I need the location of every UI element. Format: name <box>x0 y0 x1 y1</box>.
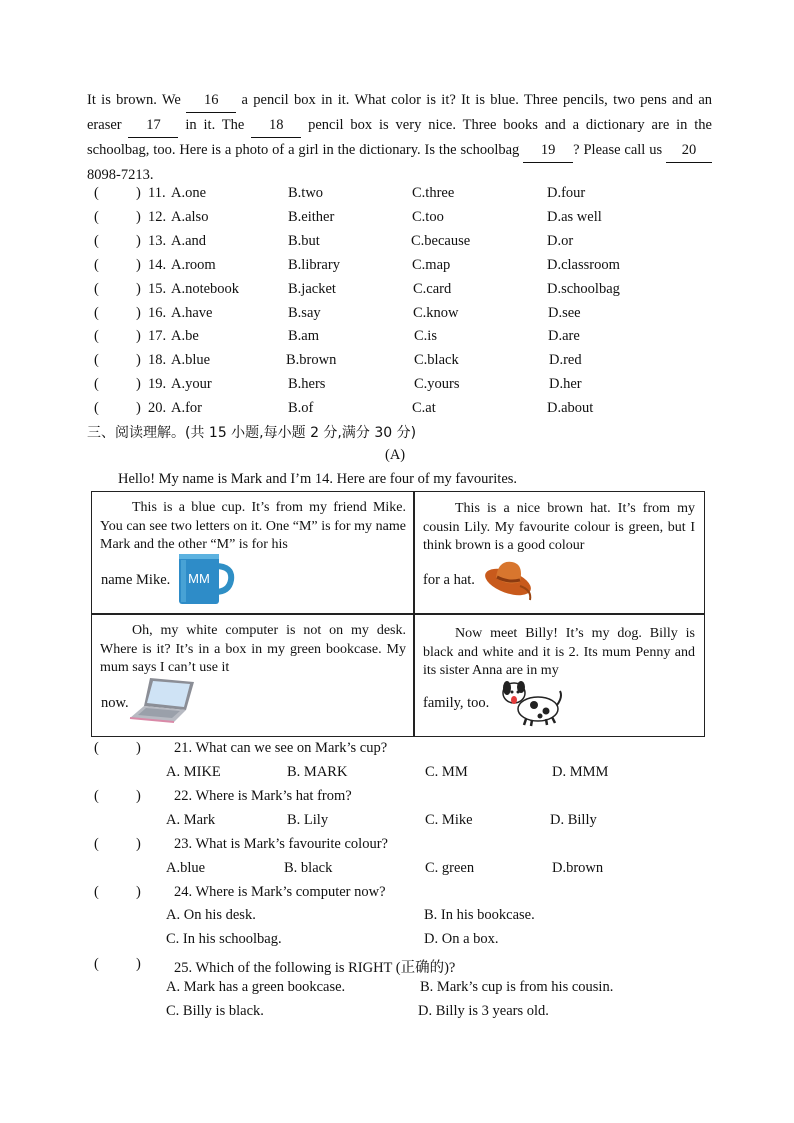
answer-paren-close: ) <box>136 836 141 852</box>
option-d[interactable]: D.schoolbag <box>547 281 620 297</box>
answer-paren-open: ( <box>94 328 99 344</box>
option-b[interactable]: B. MARK <box>287 764 348 780</box>
option-c[interactable]: C.too <box>412 209 444 225</box>
option-a[interactable]: A.blue <box>171 352 211 368</box>
answer-paren-close: ) <box>136 257 141 273</box>
option-a[interactable]: A.for <box>171 400 203 416</box>
answer-paren-open: ( <box>94 740 99 756</box>
option-c[interactable]: C. Mike <box>425 812 473 828</box>
cup-image <box>177 552 235 606</box>
option-a[interactable]: A.be <box>171 328 199 344</box>
cell-computer-end: now. <box>101 695 129 711</box>
dog-image <box>500 679 564 727</box>
option-d[interactable]: D. On a box. <box>424 931 499 947</box>
option-d[interactable]: D. Billy <box>550 812 597 828</box>
blank-20: 20 <box>666 138 712 163</box>
option-d[interactable]: D.see <box>548 305 581 321</box>
option-c[interactable]: C.yours <box>414 376 460 392</box>
cell-hat-text: This is a nice brown hat. It’s from my cousin Lily. My favourite colour is green, but I think brown is a good colour <box>423 501 695 553</box>
answer-paren-open: ( <box>94 788 99 804</box>
option-b[interactable]: B. Lily <box>287 812 329 828</box>
option-b[interactable]: B.but <box>288 233 320 249</box>
option-d[interactable]: D.classroom <box>547 257 620 273</box>
option-b[interactable]: B. Mark’s cup is from his cousin. <box>420 979 614 995</box>
question-number: 13. <box>148 233 167 249</box>
answer-paren-close: ) <box>136 884 141 900</box>
question-text: 24. Where is Mark’s computer now? <box>174 884 386 900</box>
option-c[interactable]: C.three <box>412 185 455 201</box>
answer-paren-close: ) <box>136 305 141 321</box>
cell-dog-text: Now meet Billy! It’s my dog. Billy is black and white and it is 2. Its mum Penny and its sister Anna are in my <box>423 626 695 678</box>
reading-intro: Hello! My name is Mark and I’m 14. Here are four of my favourites. <box>118 471 518 487</box>
answer-paren-close: ) <box>136 328 141 344</box>
option-c[interactable]: C.because <box>411 233 471 249</box>
question-number: 18. <box>148 352 167 368</box>
option-c[interactable]: C.is <box>414 328 437 344</box>
cell-cup-end: name Mike. <box>101 572 171 588</box>
section-title: 三、阅读理解。(共 15 小题,每小题 2 分,满分 30 分) <box>87 425 417 441</box>
option-a[interactable]: A. On his desk. <box>166 907 256 923</box>
question-number: 19. <box>148 376 167 392</box>
question-number: 15. <box>148 281 167 297</box>
answer-paren-open: ( <box>94 400 99 416</box>
answer-paren-open: ( <box>94 352 99 368</box>
answer-paren-close: ) <box>136 740 141 756</box>
option-b[interactable]: B. In his bookcase. <box>424 907 535 923</box>
option-b[interactable]: B.brown <box>286 352 337 368</box>
option-a[interactable]: A. Mark <box>166 812 216 828</box>
hat-image <box>482 556 538 602</box>
option-b[interactable]: B. black <box>284 860 333 876</box>
option-b[interactable]: B.hers <box>288 376 326 392</box>
cup-letters: MM <box>188 571 210 586</box>
option-a[interactable]: A.have <box>171 305 213 321</box>
answer-paren-open: ( <box>94 836 99 852</box>
question-text: 22. Where is Mark’s hat from? <box>174 788 352 804</box>
passage-text: a pencil box in it. What color is it? It is blue. Three pencils, two pens and an eraser <box>87 92 713 133</box>
question-text: 25. Which of the following is RIGHT (正确的)? <box>174 960 456 976</box>
option-a[interactable]: A. MIKE <box>166 764 221 780</box>
option-d[interactable]: D.about <box>547 400 594 416</box>
passage-text: It is brown. We <box>87 92 187 108</box>
answer-paren-close: ) <box>136 376 141 392</box>
option-c[interactable]: C.map <box>412 257 451 273</box>
answer-paren-open: ( <box>94 956 99 972</box>
option-b[interactable]: B.library <box>288 257 340 273</box>
cell-cup-text: This is a blue cup. It’s from my friend Mike. You can see two letters on it. One “M” is for my name Mark and the other “M” is for his <box>100 500 406 552</box>
cloze-passage <box>87 88 712 187</box>
cell-hat-end: for a hat. <box>423 572 475 588</box>
passage-text: 8098-7213. <box>87 167 154 183</box>
option-a[interactable]: A.blue <box>166 860 206 876</box>
option-d[interactable]: D. Billy is 3 years old. <box>418 1003 549 1019</box>
option-b[interactable]: B.am <box>288 328 320 344</box>
question-text: 23. What is Mark’s favourite colour? <box>174 836 388 852</box>
answer-paren-open: ( <box>94 884 99 900</box>
answer-paren-open: ( <box>94 376 99 392</box>
option-b[interactable]: B.either <box>288 209 335 225</box>
option-c[interactable]: C. Billy is black. <box>166 1003 264 1019</box>
blank-17: 17 <box>128 113 178 138</box>
cell-computer-text: Oh, my white computer is not on my desk. Where is it? It’s in a box in my green bookcase. My mum says I can’t use it <box>100 623 406 675</box>
option-a[interactable]: A.one <box>171 185 207 201</box>
option-a[interactable]: A.notebook <box>171 281 240 297</box>
option-d[interactable]: D.four <box>547 185 586 201</box>
passage-text: in it. The <box>178 117 252 133</box>
answer-paren-open: ( <box>94 257 99 273</box>
option-b[interactable]: B.of <box>288 400 314 416</box>
question-number: 14. <box>148 257 167 273</box>
option-d[interactable]: D.brown <box>552 860 604 876</box>
option-d[interactable]: D.as well <box>547 209 602 225</box>
laptop-image <box>128 676 196 724</box>
option-a[interactable]: A. Mark has a green bookcase. <box>166 979 346 995</box>
option-d[interactable]: D.or <box>547 233 574 249</box>
question-text: 21. What can we see on Mark’s cup? <box>174 740 388 756</box>
answer-paren-open: ( <box>94 209 99 225</box>
option-a[interactable]: A.your <box>171 376 212 392</box>
option-c[interactable]: C. In his schoolbag. <box>166 931 282 947</box>
passage-text: pencil box is very nice. Three books and a dictionary are in the schoolbag, too. Here is a photo of a girl in the dictionary. Is the schoolbag <box>87 117 712 158</box>
option-b[interactable]: B.jacket <box>288 281 336 297</box>
option-a[interactable]: A.and <box>171 233 207 249</box>
option-a[interactable]: A.room <box>171 257 216 273</box>
passage-text: ? Please call us <box>573 142 666 158</box>
question-number: 11. <box>148 185 166 201</box>
passage-label: (A) <box>385 447 406 463</box>
option-d[interactable]: D.her <box>549 376 582 392</box>
option-c[interactable]: C.card <box>413 281 452 297</box>
question-number: 17. <box>148 328 167 344</box>
option-d[interactable]: D.red <box>549 352 582 368</box>
option-d[interactable]: D.are <box>548 328 580 344</box>
answer-paren-open: ( <box>94 233 99 249</box>
option-c[interactable]: C. green <box>425 860 475 876</box>
question-number: 16. <box>148 305 167 321</box>
answer-paren-open: ( <box>94 185 99 201</box>
option-c[interactable]: C.at <box>412 400 436 416</box>
answer-paren-close: ) <box>136 400 141 416</box>
option-a[interactable]: A.also <box>171 209 209 225</box>
option-c[interactable]: C.black <box>414 352 459 368</box>
answer-paren-close: ) <box>136 956 141 972</box>
answer-paren-close: ) <box>136 352 141 368</box>
answer-paren-close: ) <box>136 281 141 297</box>
blank-16: 16 <box>186 88 236 113</box>
option-b[interactable]: B.two <box>288 185 324 201</box>
option-b[interactable]: B.say <box>288 305 321 321</box>
option-c[interactable]: C.know <box>413 305 459 321</box>
option-c[interactable]: C. MM <box>425 764 468 780</box>
blank-18: 18 <box>251 113 301 138</box>
question-number: 12. <box>148 209 167 225</box>
option-d[interactable]: D. MMM <box>552 764 609 780</box>
blank-19: 19 <box>523 138 573 163</box>
answer-paren-close: ) <box>136 185 141 201</box>
answer-paren-close: ) <box>136 788 141 804</box>
answer-paren-close: ) <box>136 209 141 225</box>
cell-dog-end: family, too. <box>423 695 490 711</box>
answer-paren-open: ( <box>94 281 99 297</box>
answer-paren-open: ( <box>94 305 99 321</box>
question-number: 20. <box>148 400 167 416</box>
answer-paren-close: ) <box>136 233 141 249</box>
